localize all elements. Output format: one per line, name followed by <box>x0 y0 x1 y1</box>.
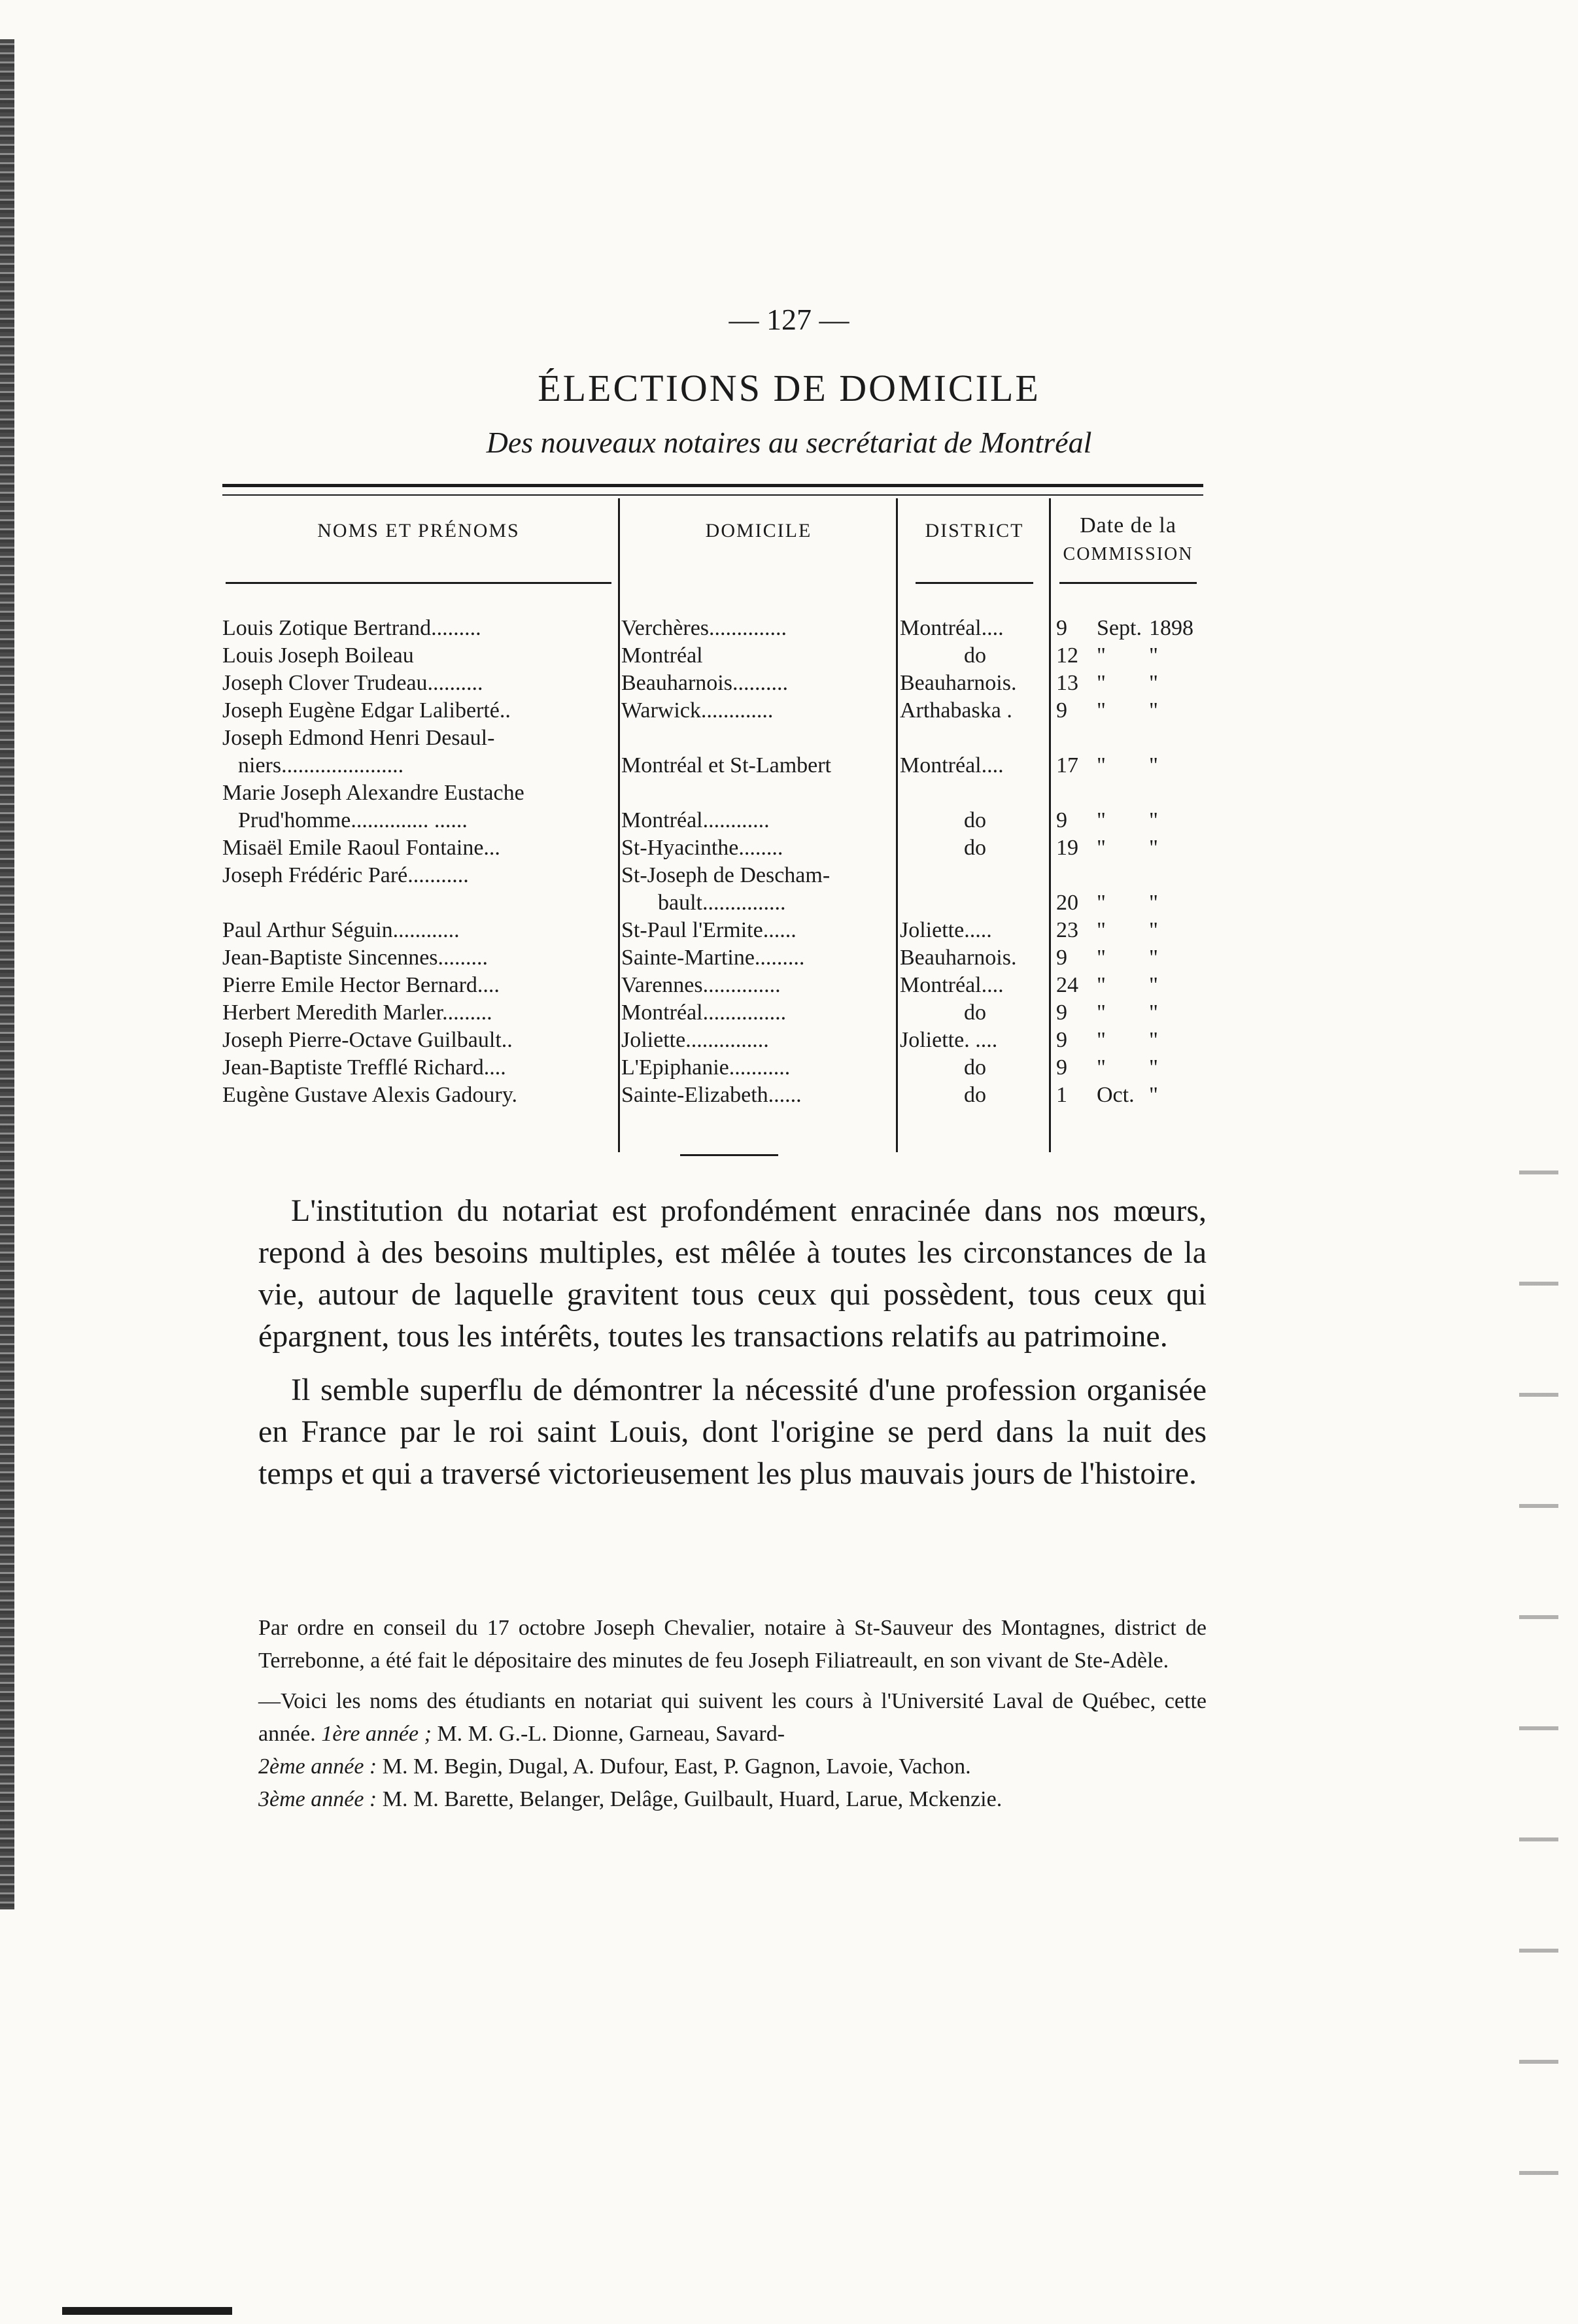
date-year: " <box>1149 671 1158 695</box>
table-row <box>222 670 1203 697</box>
district-cell: do <box>964 1055 986 1080</box>
body-text <box>258 1190 1207 1507</box>
district-cell: Montréal.... <box>900 616 1004 640</box>
table-top-rule-thin <box>222 494 1203 496</box>
date-cell <box>1056 642 1203 670</box>
date-cell <box>1056 697 1203 725</box>
table-row <box>222 615 1203 642</box>
table-row <box>222 944 1203 972</box>
column-header-district: DISTRICT <box>925 520 1024 541</box>
year-names: M. M. G.-L. Dionne, Garneau, Savard- <box>437 1722 785 1746</box>
domicile-cell: Montréal <box>621 643 703 668</box>
district-cell: do <box>964 1083 986 1107</box>
date-year: " <box>1149 1055 1158 1080</box>
district-cell: Montréal.... <box>900 973 1004 997</box>
date-month: " <box>1097 643 1106 668</box>
table-row <box>222 999 1203 1027</box>
name-cell: Joseph Frédéric Paré........... <box>222 863 469 887</box>
date-year: " <box>1149 973 1158 997</box>
date-cell <box>1056 615 1203 642</box>
name-cell: Louis Joseph Boileau <box>222 643 414 668</box>
name-cell: niers...................... <box>238 753 404 778</box>
scan-bar-artifact <box>62 2307 232 2315</box>
note-paragraph: Par ordre en conseil du 17 octobre Joseph Chevalier, notaire à St-Sauveur des Montagnes, district de Terrebonne, a été fait le dépositaire des minutes de feu Joseph Filiatreault, en son vivant de Ste-Adèle. <box>258 1616 1207 1673</box>
column-header-date <box>1053 511 1203 569</box>
domicile-cell: L'Epiphanie........... <box>621 1055 791 1080</box>
table-row <box>222 972 1203 999</box>
table-row <box>222 862 1203 889</box>
domicile-cell: Sainte-Elizabeth...... <box>621 1083 802 1107</box>
header-underline <box>226 582 611 584</box>
section-divider <box>680 1154 778 1156</box>
domicile-cell: Montréal............ <box>621 808 770 832</box>
date-cell <box>1056 834 1203 862</box>
name-cell: Marie Joseph Alexandre Eustache <box>222 781 524 805</box>
notes-section <box>258 1612 1207 1824</box>
table-row <box>222 642 1203 670</box>
date-day: 9 <box>1056 946 1067 970</box>
table-row <box>222 917 1203 944</box>
date-day: 9 <box>1056 808 1067 832</box>
domicile-cell: bault............... <box>658 891 786 915</box>
date-day: 9 <box>1056 698 1067 723</box>
date-day: 9 <box>1056 1000 1067 1025</box>
table-row <box>222 697 1203 725</box>
column-header-date-line1: Date de la <box>1080 513 1176 538</box>
date-cell <box>1056 862 1203 889</box>
date-month: " <box>1097 698 1106 723</box>
date-month: " <box>1097 808 1106 832</box>
date-year: " <box>1149 918 1158 942</box>
date-month: " <box>1097 918 1106 942</box>
table-top-rule <box>222 484 1203 487</box>
body-paragraph: Il semble superflu de démontrer la nécessité d'une profession organisée en France par le roi saint Louis, dont l'origine se perd dans la nuit des temps et qui a traversé victorieusement les plus mauvais jours de l'histoire. <box>258 1373 1207 1491</box>
table-row <box>222 889 1203 917</box>
date-day: 17 <box>1056 753 1078 778</box>
page-number: — 127 — <box>729 303 849 336</box>
date-day: 24 <box>1056 973 1078 997</box>
date-month: " <box>1097 1000 1106 1025</box>
scan-speck-artifact <box>1519 1112 1558 2223</box>
domicile-cell: St-Hyacinthe........ <box>621 836 783 860</box>
district-cell: Montréal.... <box>900 753 1004 778</box>
header-underline <box>916 582 1033 584</box>
page-title: ÉLECTIONS DE DOMICILE <box>538 367 1040 409</box>
name-cell: Eugène Gustave Alexis Gadoury. <box>222 1083 518 1107</box>
date-day: 12 <box>1056 643 1078 668</box>
domicile-cell: Warwick............. <box>621 698 774 723</box>
date-cell <box>1056 1027 1203 1054</box>
name-cell: Joseph Eugène Edgar Laliberté.. <box>222 698 511 723</box>
district-cell: Joliette..... <box>900 918 992 942</box>
table-row <box>222 752 1203 779</box>
domicile-cell: St-Paul l'Ermite...... <box>621 918 797 942</box>
domicile-table <box>222 615 1203 1109</box>
domicile-cell: Beauharnois.......... <box>621 671 788 695</box>
date-cell <box>1056 917 1203 944</box>
district-cell: Joliette. .... <box>900 1028 998 1052</box>
year-label: 1ère année ; <box>321 1722 432 1746</box>
date-cell <box>1056 972 1203 999</box>
table-row <box>222 1027 1203 1054</box>
date-day: 9 <box>1056 1028 1067 1052</box>
date-month: " <box>1097 946 1106 970</box>
year-label: 3ème année : <box>258 1787 377 1811</box>
name-cell: Joseph Edmond Henri Desaul- <box>222 726 495 750</box>
table-row <box>222 1082 1203 1109</box>
date-month: " <box>1097 973 1106 997</box>
name-cell: Joseph Clover Trudeau.......... <box>222 671 483 695</box>
date-cell <box>1056 670 1203 697</box>
domicile-cell: St-Joseph de Descham- <box>621 863 831 887</box>
note-intro: —Voici les noms des étudiants en notariat qui suivent les cours à l'Université Laval de Québec, cette année. <box>258 1689 1207 1746</box>
date-year: " <box>1149 891 1158 915</box>
date-month: Oct. <box>1097 1083 1135 1107</box>
district-cell: do <box>964 643 986 668</box>
column-header-domicile: DOMICILE <box>705 520 812 541</box>
district-cell: do <box>964 836 986 860</box>
domicile-cell: Varennes.............. <box>621 973 781 997</box>
name-cell: Paul Arthur Séguin............ <box>222 918 460 942</box>
table-row <box>222 1054 1203 1082</box>
name-cell: Joseph Pierre-Octave Guilbault.. <box>222 1028 513 1052</box>
year-names: M. M. Barette, Belanger, Delâge, Guilbault, Huard, Larue, Mckenzie. <box>382 1787 1003 1811</box>
date-month: " <box>1097 671 1106 695</box>
date-cell <box>1056 944 1203 972</box>
table-row <box>222 834 1203 862</box>
date-year: " <box>1149 946 1158 970</box>
date-day: 9 <box>1056 1055 1067 1080</box>
name-cell: Misaël Emile Raoul Fontaine... <box>222 836 500 860</box>
date-cell <box>1056 1054 1203 1082</box>
date-month: " <box>1097 753 1106 778</box>
date-cell <box>1056 807 1203 834</box>
date-month: " <box>1097 1055 1106 1080</box>
name-cell: Jean-Baptiste Sincennes......... <box>222 946 489 970</box>
date-cell <box>1056 752 1203 779</box>
year-names: M. M. Begin, Dugal, A. Dufour, East, P. Gagnon, Lavoie, Vachon. <box>382 1754 971 1779</box>
name-cell: Pierre Emile Hector Bernard.... <box>222 973 500 997</box>
table-row <box>222 779 1203 807</box>
date-year: " <box>1149 643 1158 668</box>
date-year: " <box>1149 1000 1158 1025</box>
domicile-cell: Montréal et St-Lambert <box>621 753 832 778</box>
date-year: " <box>1149 698 1158 723</box>
date-year: " <box>1149 836 1158 860</box>
date-month: " <box>1097 836 1106 860</box>
domicile-cell: Sainte-Martine......... <box>621 946 805 970</box>
district-cell: Arthabaska . <box>900 698 1012 723</box>
date-year: " <box>1149 1028 1158 1052</box>
note-paragraph <box>258 1685 1207 1816</box>
date-year: " <box>1149 808 1158 832</box>
page-subtitle: Des nouveaux notaires au secrétariat de Montréal <box>486 426 1092 459</box>
date-year: 1898 <box>1149 616 1193 640</box>
name-cell: Herbert Meredith Marler......... <box>222 1000 492 1025</box>
date-day: 13 <box>1056 671 1078 695</box>
district-cell: Beauharnois. <box>900 946 1017 970</box>
domicile-cell: Verchères.............. <box>621 616 787 640</box>
date-cell <box>1056 725 1203 752</box>
date-month: " <box>1097 1028 1106 1052</box>
district-cell: do <box>964 1000 986 1025</box>
date-month: Sept. <box>1097 616 1142 640</box>
date-year: " <box>1149 753 1158 778</box>
date-cell <box>1056 999 1203 1027</box>
name-cell: Jean-Baptiste Trefflé Richard.... <box>222 1055 506 1080</box>
date-cell <box>1056 779 1203 807</box>
date-cell <box>1056 889 1203 917</box>
body-paragraph: L'institution du notariat est profondément enracinée dans nos mœurs, repond à des besoins multiples, est mêlée à toutes les circonstances de la vie, autour de laquelle gravitent tous ceux qui possèdent, tous ceux qui épargnent, tous les intérêts, toutes les transactions relatifs au patrimoine. <box>258 1193 1207 1354</box>
date-year: " <box>1149 1083 1158 1107</box>
domicile-cell: Montréal............... <box>621 1000 787 1025</box>
date-day: 19 <box>1056 836 1078 860</box>
year-label: 2ème année : <box>258 1754 377 1779</box>
district-cell: do <box>964 808 986 832</box>
date-day: 1 <box>1056 1083 1067 1107</box>
date-month: " <box>1097 891 1106 915</box>
domicile-cell: Joliette............... <box>621 1028 769 1052</box>
table-row <box>222 807 1203 834</box>
date-day: 20 <box>1056 891 1078 915</box>
column-header-name: NOMS ET PRÉNOMS <box>317 520 520 541</box>
table-row <box>222 725 1203 752</box>
name-cell: Louis Zotique Bertrand......... <box>222 616 481 640</box>
name-cell: Prud'homme.............. ...... <box>238 808 468 832</box>
date-day: 23 <box>1056 918 1078 942</box>
column-header-date-line2: COMMISSION <box>1063 544 1193 564</box>
date-cell <box>1056 1082 1203 1109</box>
header-underline <box>1059 582 1197 584</box>
date-day: 9 <box>1056 616 1067 640</box>
district-cell: Beauharnois. <box>900 671 1017 695</box>
